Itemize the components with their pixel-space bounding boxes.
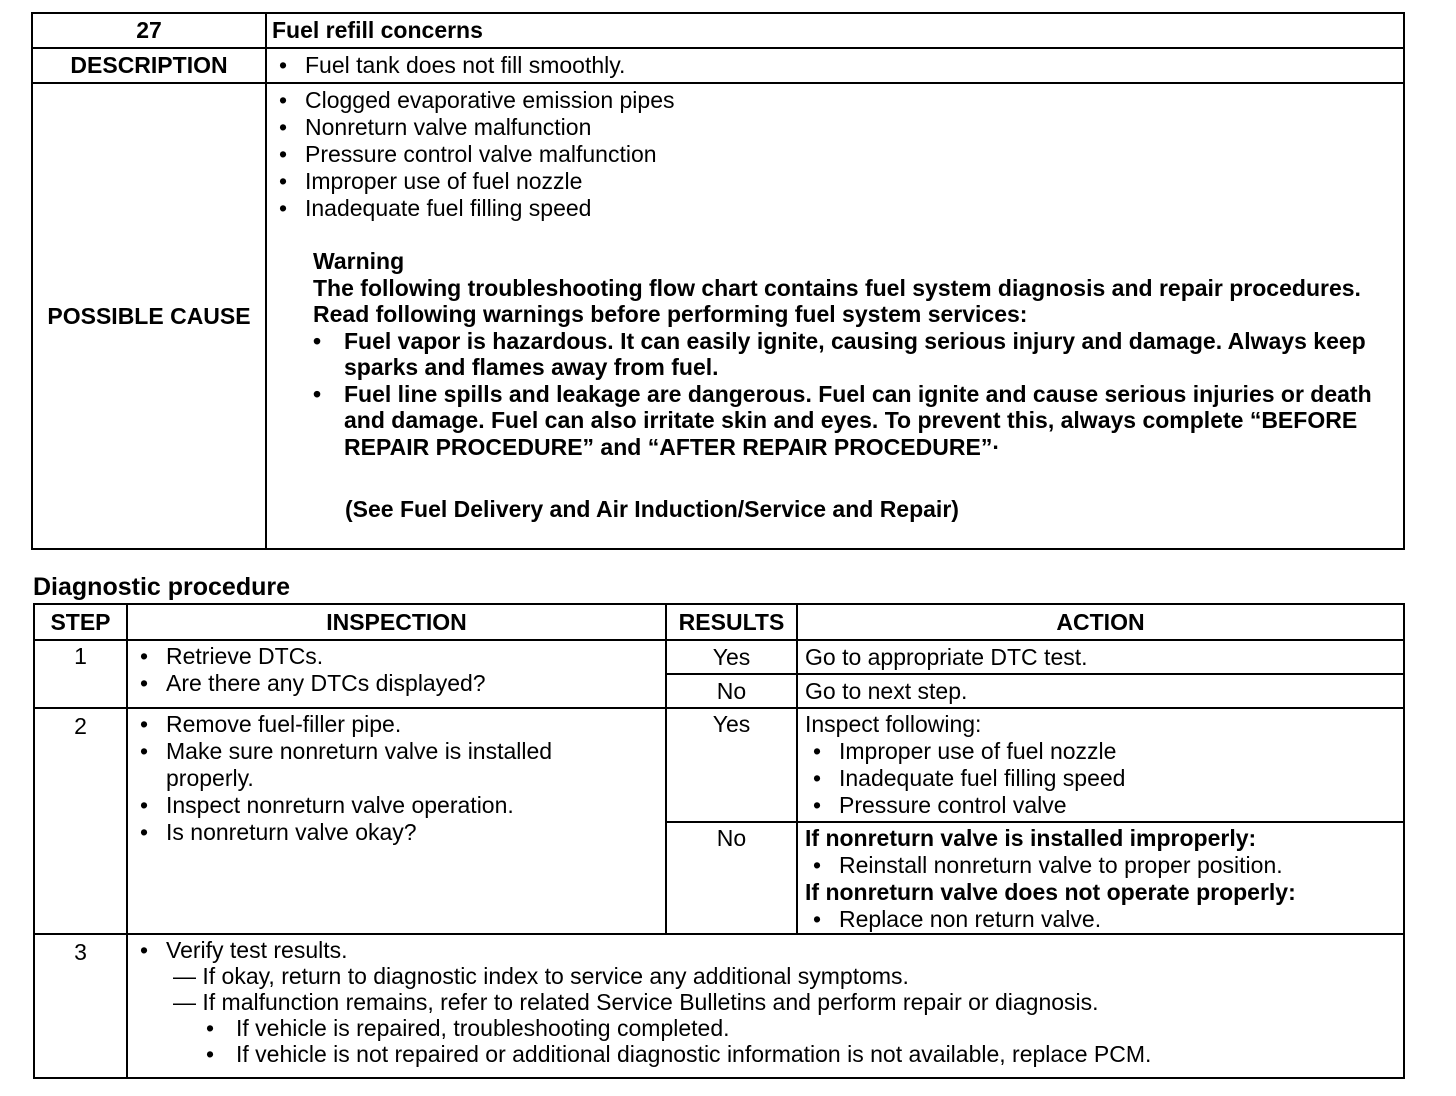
inspection-list	[128, 937, 1403, 963]
result-sub-item: • If vehicle is not repaired or additional diagnostic information is not available, replace PCM.	[128, 1041, 1403, 1067]
warning-intro: The following troubleshooting flow chart contains fuel system diagnosis and repair procedures. Read following warnings before performing fuel system services:	[313, 274, 1361, 327]
column-header-inspection: INSPECTION	[127, 604, 666, 640]
diagnostic-header-row	[34, 604, 1404, 640]
result-note: — If malfunction remains, refer to related Service Bulletins and perform repair or diagnosis.	[173, 989, 1099, 1015]
action-heading: If nonreturn valve is installed improperly:	[805, 825, 1257, 851]
table-row	[34, 708, 1404, 822]
action-list	[801, 906, 1403, 933]
step-number: 1	[34, 640, 127, 708]
action-item: • Inadequate fuel filling speed	[801, 765, 1403, 792]
inspection-cell	[127, 934, 1404, 1078]
possible-cause-cell	[266, 83, 1404, 549]
warning-block	[267, 248, 1403, 460]
result-yes: Yes	[666, 708, 797, 822]
warning-item: • Fuel vapor is hazardous. It can easily ignite, causing serious injury and damage. Always keep sparks and flames away from fuel.	[313, 328, 1403, 381]
result-yes: Yes	[666, 640, 797, 674]
diagnostic-title: Diagnostic procedure	[33, 573, 290, 601]
step-number: 2	[34, 708, 127, 934]
cause-item: • Improper use of fuel nozzle	[267, 168, 1403, 195]
inspection-item: • Is nonreturn valve okay?	[128, 819, 605, 846]
inspection-item: • Remove fuel-filler pipe.	[128, 711, 605, 738]
diagnostic-table	[33, 603, 1405, 1079]
warning-list	[313, 328, 1403, 461]
description-list	[267, 52, 1403, 79]
action-list	[801, 738, 1403, 819]
action-item: • Replace non return valve.	[801, 906, 1403, 933]
inspection-item: • Retrieve DTCs.	[128, 643, 665, 670]
possible-cause-label: POSSIBLE CAUSE	[32, 83, 266, 549]
see-also-note: (See Fuel Delivery and Air Induction/Service and Repair)	[345, 496, 959, 522]
symptom-table	[31, 12, 1405, 550]
step-number: 3	[34, 934, 127, 1078]
action-cell	[797, 822, 1404, 934]
action-item: • Pressure control valve	[801, 792, 1403, 819]
action-item: • Improper use of fuel nozzle	[801, 738, 1403, 765]
result-sub-item: • If vehicle is repaired, troubleshooting completed.	[128, 1015, 1403, 1041]
symptom-number: 27	[32, 13, 266, 48]
inspection-item: • Make sure nonreturn valve is installed properly.	[128, 738, 605, 792]
cause-list	[267, 87, 1403, 222]
table-row	[34, 640, 1404, 674]
column-header-step: STEP	[34, 604, 127, 640]
column-header-action: ACTION	[797, 604, 1404, 640]
inspection-cell	[127, 708, 666, 934]
result-no: No	[666, 822, 797, 934]
description-item: • Fuel tank does not fill smoothly.	[267, 52, 1403, 79]
action-cell: Go to next step.	[797, 674, 1404, 708]
cause-item: • Clogged evaporative emission pipes	[267, 87, 1403, 114]
cause-item: • Pressure control valve malfunction	[267, 141, 1403, 168]
action-cell: Go to appropriate DTC test.	[797, 640, 1404, 674]
table-row	[34, 934, 1404, 1078]
symptom-title: Fuel refill concerns	[266, 13, 1404, 48]
warning-title: Warning	[313, 248, 405, 274]
inspection-cell	[127, 640, 666, 708]
action-cell	[797, 708, 1404, 822]
action-item: • Reinstall nonreturn valve to proper position.	[801, 852, 1403, 879]
inspection-list	[128, 711, 665, 846]
result-note: — If okay, return to diagnostic index to service any additional symptoms.	[173, 963, 909, 989]
column-header-results: RESULTS	[666, 604, 797, 640]
inspection-item: • Inspect nonreturn valve operation.	[128, 792, 605, 819]
inspection-list	[128, 643, 665, 697]
warning-item: • Fuel line spills and leakage are dangerous. Fuel can ignite and cause serious injuries or death and damage. Fuel can also irritate skin and eyes. To prevent this, always complete “BEFORE REPAIR PROCEDURE” and “AFTER REPAIR PROCEDURE”·	[313, 381, 1403, 461]
inspection-item: • Are there any DTCs displayed?	[128, 670, 665, 697]
action-title: Inspect following:	[805, 711, 982, 737]
description-label: DESCRIPTION	[32, 48, 266, 83]
result-no: No	[666, 674, 797, 708]
inspection-item: • Verify test results.	[128, 937, 1403, 963]
action-heading: If nonreturn valve does not operate properly:	[805, 879, 1296, 905]
description-cell	[266, 48, 1404, 83]
cause-item: • Nonreturn valve malfunction	[267, 114, 1403, 141]
result-sub-list	[128, 1015, 1403, 1067]
cause-item: • Inadequate fuel filling speed	[267, 195, 1403, 222]
action-list	[801, 852, 1403, 879]
